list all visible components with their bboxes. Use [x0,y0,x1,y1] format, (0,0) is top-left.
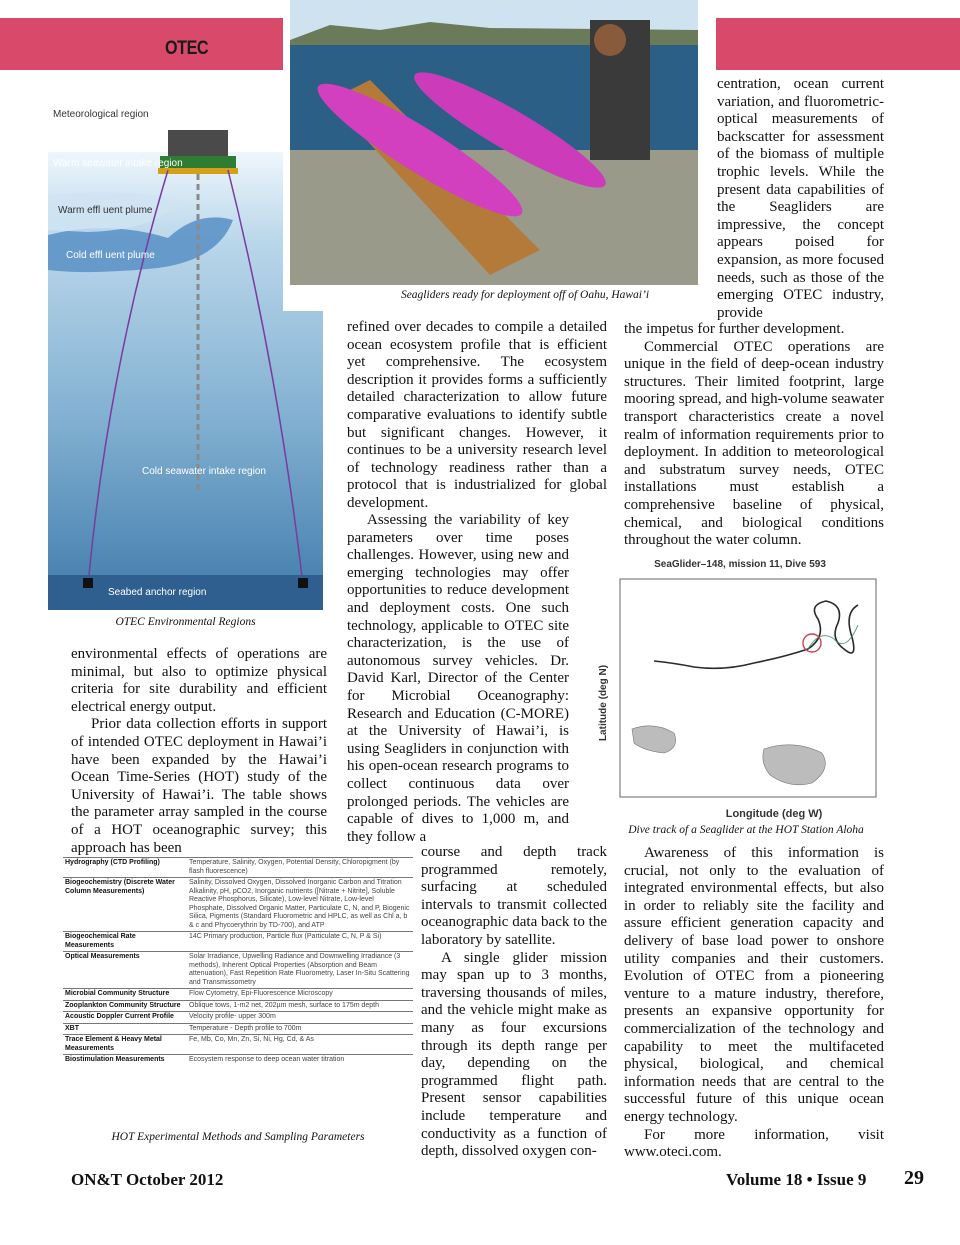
table-param-group: Microbial Community Structure [63,989,187,1001]
right-column-top [717,76,884,322]
table-row [63,1000,413,1012]
label-cold-intake: Cold seawater intake region [142,466,266,477]
middle-paragraph-2a: Assessing the variability of key parameters over time poses challenges. However, using new and emerging technologies may offer opportunities to reduce development and deployment costs. One such technology, applicable to OTEC site characterization, is the use of autonomous survey vehicles. Dr. David Karl, Director of the Center for Microbial Oceanography: Research and Education (C-MORE) at the University of Hawai’i, is using Seagliders in conjunction with his open-ocean research programs to collect continuous data over prolonged periods. The vehicles are capable of dives to 1,000 m, and they follow a [347,512,569,845]
table-param-values: Temperature, Salinity, Oxygen, Potential Density, Chloropigment (by flash fluorescence) [187,858,413,878]
label-cold-effluent: Cold effl uent plume [66,250,155,261]
section-title: OTEC [165,38,209,59]
table-param-values: Flow Cytometry, Epi-Fluorescence Microscopy [187,989,413,1001]
page-number: 29 [904,1167,924,1189]
table-param-values: Ecosystem response to deep ocean water titration [187,1055,413,1066]
footer-issue: ON&T October 2012 [71,1170,224,1189]
table-param-values: Temperature - Depth profile to 700m [187,1023,413,1035]
table-param-group: Biogeochemistry (Discrete Water Column Measurements) [63,878,187,932]
table-param-group: Biostimulation Measurements [63,1055,187,1066]
table-param-group: Optical Measurements [63,952,187,989]
middle-paragraph-3: A single glider mission may span up to 3 months, traversing thousands of miles, and the vehicle might make as many as four excursions through its depth range per day, depending on the programmed flight path. Present sensor capabilities include temperature and conductivity as a function of depth, dissolved oxygen con- [421,949,607,1160]
map-ylabel: Latitude (deg N) [598,664,609,742]
table-param-group: XBT [63,1023,187,1035]
dive-track-map-graphic [594,553,886,821]
left-paragraph-2: Prior data collection efforts in support of intended OTEC deployment in Hawai’i have been expanded by the Hawai’i Ocean Time-Series (HOT) study of the University of Hawai’i. The table shows the parameter array sampled in the course of a HOT oceanographic survey; this approach has been [71,716,327,856]
table-param-values: Solar Irradiance, Upwelling Radiance and Downwelling Irradiance (3 methods), Inherent Optical Properties (Absorption and Beam attenuation), Fast Repetition Rate Fluorometry, Laser In-Situ Scattering and Transmissometry [187,952,413,989]
right-paragraph-1a: centration, ocean current variation, and fluorometric-optical measurements of backscatter for assessment of the biomass of multiple trophic levels. While the present data capabilities of the Seagliders are impressive, the concept appears poised for expansion, as more focused needs, such as those of the emerging OTEC industry, provide [717,76,884,321]
right-column-bottom [624,845,884,1162]
middle-paragraph-1: refined over decades to compile a detailed ocean ecosystem profile that is efficient yet comprehensive. The ecosystem description it provides forms a sufficiently detailed characterization to allow future comparative evaluations to identify subtle but significant changes. However, it continues to be a university research level of technology readiness rather than a protocol that is industrialized for global development. [347,319,607,511]
right-paragraph-2: Commercial OTEC operations are unique in the field of deep-ocean industry structures. Their limited footprint, large mooring spread, and high-volume seawater transport characteristics create a novel realm of information requirements prior to deployment. In addition to meteorological and substratum survey needs, OTEC installations must establish a comprehensive baseline of physical, chemical, and biological conditions throughout the water column. [624,338,884,549]
otec-diagram-graphic [48,70,323,610]
table-row [63,932,413,952]
seaglider-photo [290,0,698,285]
table-row [63,1012,413,1024]
map-caption: Dive track of a Seaglider at the HOT Station Aloha [628,824,864,836]
table-param-values: Salinity, Dissolved Oxygen, Dissolved Inorganic Carbon and Titration Alkalinity, pH, pCO2, Inorganic nutrients ([Nitrate + Nitrite], Soluble Reactive Phosphorus, Silicate), Low-level Nitrate, Low-level Phosphate, Dissolved Organic Matter, Particulate C, N, and P, Biogenic Silica, Pigments (Standard Fluorometric and HPLC, as well as Chl a, b & c and Phycoerythrin by TD-700), and ATP [187,878,413,932]
middle-column-top [347,319,607,513]
table-param-values: Velocity profile- upper 300m [187,1012,413,1024]
table-param-values: Oblique tows, 1-m2 net, 202µm mesh, surface to 175m depth [187,1000,413,1012]
right-column-mid [624,321,884,550]
photo-caption: Seagliders ready for deployment off of Oahu, Hawai’i [400,289,650,301]
table-row [63,1055,413,1066]
table-row [63,952,413,989]
table-param-values: 14C Primary production, Particle flux (Particulate C, N, P & Si) [187,932,413,952]
right-paragraph-4: For more information, visit www.oteci.com. [624,1126,884,1161]
table-param-group: Hydrography (CTD Profiling) [63,858,187,878]
table-param-group: Acoustic Doppler Current Profile [63,1012,187,1024]
table-caption: HOT Experimental Methods and Sampling Parameters [111,1131,365,1143]
table-row [63,858,413,878]
otec-diagram [48,70,323,610]
table-row [63,1035,413,1055]
middle-column-wrap [347,512,569,846]
table-row [63,989,413,1001]
label-warm-effluent: Warm effl uent plume [58,205,153,216]
right-paragraph-1b: the impetus for further development. [624,321,845,337]
label-warm-intake: Warm seawater intake region [53,158,183,169]
left-paragraph-1: environmental effects of operations are minimal, but also to optimize physical criteria for site durability and efficient electrical energy output. [71,646,327,715]
left-column [71,646,327,857]
footer-volume: Volume 18 • Issue 9 [726,1170,867,1189]
table-param-group: Zooplankton Community Structure [63,1000,187,1012]
seaglider-photo-graphic [290,0,698,285]
table-param-group: Biogeochemical Rate Measurements [63,932,187,952]
middle-column-bottom [421,844,607,1161]
label-meteorological: Meteorological region [53,109,149,120]
diagram-caption: OTEC Environmental Regions [115,616,256,628]
middle-paragraph-2b: course and depth track programmed remotely, surfacing at scheduled intervals to transmit collected oceanographic data back to the laboratory by satellite. [421,844,607,948]
map-xlabel: Longitude (deg W) [725,808,823,820]
dive-track-map [594,553,886,821]
table-param-values: Fe, Mb, Co, Mn, Zn, Si, Ni, Hg, Cd, & As [187,1035,413,1055]
table-row [63,1023,413,1035]
map-title: SeaGlider–148, mission 11, Dive 593 [654,559,826,570]
table-param-group: Trace Element & Heavy Metal Measurements [63,1035,187,1055]
parameters-table [63,857,413,1066]
right-paragraph-3: Awareness of this information is crucial, not only to the evaluation of integrated environmental effects, but also in order to reliably site the facility and assure efficient generation capacity and delivery of base load power to onshore utility companies and their customers. Evolution of OTEC from a pioneering venture to a mature industry, therefore, presents an expansive opportunity for commercialization of the technology and capability to meet the multifaceted physical, biological, and chemical information needs that are central to the successful future of this unique ocean energy technology. [624,845,884,1125]
table-row [63,878,413,932]
label-seabed: Seabed anchor region [108,587,207,598]
